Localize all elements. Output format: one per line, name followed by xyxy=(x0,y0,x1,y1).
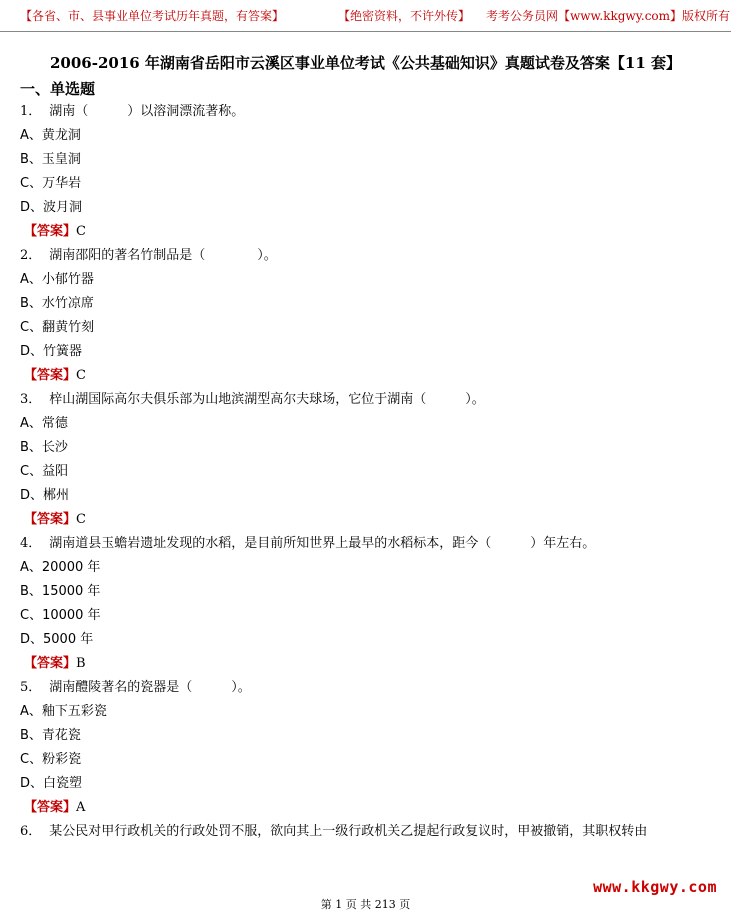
question-text: 湖南邵阳的著名竹制品是（ ）。 xyxy=(49,248,277,263)
question-text: 湖南（ ）以溶洞漂流著称。 xyxy=(49,104,245,119)
answer-option: B、玉皇洞 xyxy=(20,152,81,167)
answer-label: 【答案】 xyxy=(24,512,77,527)
answer-line xyxy=(24,510,86,530)
answer-option: A、釉下五彩瓷 xyxy=(20,704,107,719)
answer-option: A、常德 xyxy=(20,416,68,431)
answer-value: C xyxy=(76,224,86,239)
answer-line xyxy=(24,366,86,386)
page-footer: 第 1 页 共 213 页 xyxy=(320,898,411,911)
question-stem xyxy=(20,822,647,842)
answer-value: C xyxy=(76,512,86,527)
question-number: 1． xyxy=(20,104,42,119)
answer-option: A、小郁竹器 xyxy=(20,272,94,287)
header-left-text: 【各省、市、县事业单位考试历年真题，有答案】 xyxy=(20,9,285,23)
answer-option: B、水竹凉席 xyxy=(20,296,94,311)
answer-option: C、10000 年 xyxy=(20,608,101,623)
question-stem xyxy=(20,534,595,554)
answer-option: C、翻黄竹刻 xyxy=(20,320,95,335)
question-stem xyxy=(20,102,244,122)
answer-option: D、郴州 xyxy=(20,488,70,503)
answer-option: B、长沙 xyxy=(20,440,68,455)
question-stem xyxy=(20,678,251,698)
answer-option: C、万华岩 xyxy=(20,176,82,191)
answer-option: A、黄龙洞 xyxy=(20,128,81,143)
answer-option: C、益阳 xyxy=(20,464,69,479)
answer-value: A xyxy=(76,800,86,815)
answer-option: B、青花瓷 xyxy=(20,728,81,743)
question-number: 2． xyxy=(20,248,42,263)
section-heading: 一、单选题 xyxy=(20,80,96,98)
header-right-text: 考考公务员网【www.kkgwy.com】版权所有 xyxy=(486,9,731,23)
question-number: 6． xyxy=(20,824,42,839)
document-title: 2006-2016 年湖南省岳阳市云溪区事业单位考试《公共基础知识》真题试卷及答案【11 套】 xyxy=(49,54,682,72)
page-header xyxy=(0,7,731,25)
answer-line xyxy=(24,654,86,674)
answer-option: C、粉彩瓷 xyxy=(20,752,82,767)
question-text: 梓山湖国际高尔夫俱乐部为山地滨湖型高尔夫球场，它位于湖南（ ）。 xyxy=(49,392,485,407)
question-text: 湖南醴陵著名的瓷器是（ ）。 xyxy=(49,680,251,695)
answer-option: D、竹簧器 xyxy=(20,344,83,359)
question-text: 湖南道县玉蟾岩遗址发现的水稻，是目前所知世界上最早的水稻标本，距今（ ）年左右。 xyxy=(49,536,596,551)
question-number: 3． xyxy=(20,392,42,407)
site-watermark: www.kkgwy.com xyxy=(593,878,717,896)
question-text: 某公民对甲行政机关的行政处罚不服，欲向其上一级行政机关乙提起行政复议时，甲被撤销，其职权转由 xyxy=(49,824,648,839)
question-stem xyxy=(20,246,277,266)
header-divider xyxy=(0,31,731,32)
answer-label: 【答案】 xyxy=(24,368,77,383)
question-number: 5． xyxy=(20,680,42,695)
answer-option: B、15000 年 xyxy=(20,584,101,599)
answer-line xyxy=(24,798,85,818)
answer-value: B xyxy=(76,656,86,671)
answer-label: 【答案】 xyxy=(24,656,77,671)
question-number: 4． xyxy=(20,536,42,551)
answer-option: D、白瓷塑 xyxy=(20,776,83,791)
answer-option: D、5000 年 xyxy=(20,632,94,647)
answer-label: 【答案】 xyxy=(24,800,77,815)
answer-line xyxy=(24,222,86,242)
answer-label: 【答案】 xyxy=(24,224,77,239)
header-middle-text: 【绝密资料，不许外传】 xyxy=(338,9,471,23)
answer-value: C xyxy=(76,368,86,383)
answer-option: A、20000 年 xyxy=(20,560,101,575)
answer-option: D、波月洞 xyxy=(20,200,83,215)
question-stem xyxy=(20,390,485,410)
